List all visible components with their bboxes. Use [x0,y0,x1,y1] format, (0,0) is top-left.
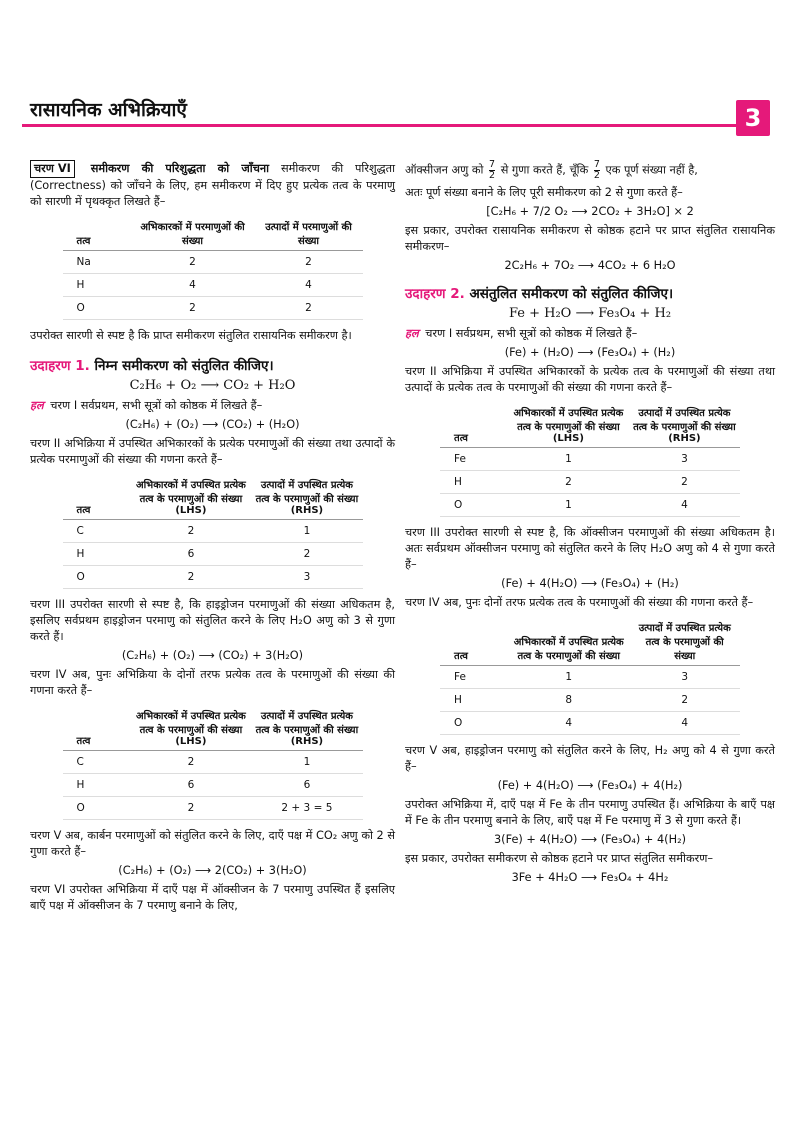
table-header: अभिकारकों में उपस्थित प्रत्येक तत्व के परमाणुओं की संख्या (LHS) [131,474,252,520]
table-cell: 4 [508,712,629,735]
solution-label: हल [30,399,44,412]
table-cell: 2 [255,297,363,320]
table-cell: 2 [131,797,252,820]
table-header: तत्व [63,474,131,520]
header-rule [22,124,762,127]
table-cell: 4 [629,494,740,517]
step-paragraph: चरण IV अब, पुनः दोनों तरफ प्रत्येक तत्व के परमाणुओं की संख्या की गणना करते हैं– [405,596,754,609]
step-paragraph: चरण V अब, हाइड्रोजन परमाणु को संतुलित करने के लिए, H₂ अणु को 4 से गुणा करते हैं– [405,744,775,773]
equation: C₂H₆ + O₂ ⟶ CO₂ + H₂O [129,378,296,393]
step-paragraph: चरण V अब, कार्बन परमाणुओं को संतुलित करने के लिए, दाएँ पक्ष में CO₂ अणु को 2 से गुणा करते हैं– [30,829,395,858]
fraction-denominator: 2 [593,170,600,181]
equation: (C₂H₆) + (O₂) ⟶ (CO₂) + 3(H₂O) [121,649,304,662]
table-cell: 4 [629,712,740,735]
step-paragraph [405,326,775,342]
table-4 [440,617,740,735]
page-number: 3 [736,100,770,136]
table-cell: 1 [508,666,629,689]
table-cell: 2 [629,471,740,494]
table-cell: C [63,751,131,774]
table-cell: 2 [131,251,255,274]
step6-conclusion: उपरोक्त सारणी से स्पष्ट है कि प्राप्त समीकरण संतुलित रासायनिक समीकरण है। [30,329,352,342]
table-row [63,274,363,297]
table-row [440,666,740,689]
table-2 [63,705,363,820]
equation: (Fe) + 4(H₂O) ⟶ (Fe₃O₄) + 4(H₂) [497,779,683,792]
table-cell: H [63,774,131,797]
table-header: उत्पादों में परमाणुओं की संख्या [255,216,363,251]
table-header: अभिकारकों में उपस्थित प्रत्येक तत्व के परमाणुओं की संख्या (LHS) [508,402,629,448]
table-row [63,797,363,820]
table-header: उत्पादों में उपस्थित प्रत्येक तत्व के परमाणुओं की संख्या [629,617,740,666]
table-header: उत्पादों में उपस्थित प्रत्येक तत्व के परमाणुओं की संख्या (RHS) [251,705,362,751]
equation: Fe + H₂O ⟶ Fe₃O₄ + H₂ [508,306,672,321]
table-cell: H [440,689,508,712]
equation: (C₂H₆) + (O₂) ⟶ (CO₂) + (H₂O) [125,418,300,431]
table-cell: 3 [629,448,740,471]
table-cell: O [440,712,508,735]
step-text: चरण I सर्वप्रथम, सभी सूत्रों को कोष्ठक में लिखते हैं– [50,399,263,412]
table-0 [63,216,363,320]
table-cell: H [63,543,131,566]
fraction-numerator: 7 [593,159,600,170]
table-header: तत्व [63,216,131,251]
table-row [440,689,740,712]
table-cell: 1 [508,494,629,517]
table-cell: 2 [255,251,363,274]
table-row [63,751,363,774]
right-column [405,160,775,889]
table-header: अभिकारकों में उपस्थित प्रत्येक तत्व के परमाणुओं की संख्या (LHS) [131,705,252,751]
step-text: चरण I सर्वप्रथम, सभी सूत्रों को कोष्ठक में लिखते हैं– [425,327,638,340]
step-badge: चरण VI [30,160,75,178]
table-row [440,712,740,735]
fraction [594,160,600,181]
equation: (C₂H₆) + (O₂) ⟶ 2(CO₂) + 3(H₂O) [118,864,307,877]
text-span: एक पूर्ण संख्या नहीं है, [605,163,698,177]
table-cell: 2 [508,471,629,494]
text-span: ऑक्सीजन अणु को [405,163,484,177]
step-paragraph: चरण III उपरोक्त सारणी से स्पष्ट है, कि हाइड्रोजन परमाणुओं की संख्या अधिकतम है, इसलिए सर्वप्रथम हाइड्रोजन परमाणु को संतुलित करने के लिए H₂O अणु को 3 से गुणा करते हैं। [30,598,395,643]
table-cell: 4 [255,274,363,297]
continuation-paragraph: अतः पूर्ण संख्या बनाने के लिए पूरी समीकरण को 2 से गुणा करते हैं– [405,186,683,199]
table-header: अभिकारकों में उपस्थित प्रत्येक तत्व के परमाणुओं की संख्या [508,617,629,666]
equation: 3Fe + 4H₂O ⟶ Fe₃O₄ + 4H₂ [511,871,669,884]
step-paragraph: चरण IV अब, पुनः अभिक्रिया के दोनों तरफ प्रत्येक तत्व के परमाणुओं की संख्या की गणना करते हैं– [30,668,395,697]
table-row [440,448,740,471]
table-cell: 1 [251,751,362,774]
equation: 3(Fe) + 4(H₂O) ⟶ (Fe₃O₄) + 4(H₂) [493,833,687,846]
table-header: अभिकारकों में परमाणुओं की संख्या [131,216,255,251]
step-paragraph: चरण III उपरोक्त सारणी से स्पष्ट है, कि ऑक्सीजन परमाणुओं की संख्या अधिकतम है। अतः सर्वप्रथम ऑक्सीजन परमाणु को संतुलित करने के लिए H₂O अणु को 4 से गुणा करते हैं– [405,526,775,571]
equation: (Fe) + (H₂O) ⟶ (Fe₃O₄) + (H₂) [504,346,676,359]
table-cell: O [440,494,508,517]
table-row [440,494,740,517]
table-cell: 3 [629,666,740,689]
equation: [C₂H₆ + 7/2 O₂ ⟶ 2CO₂ + 3H₂O] × 2 [486,205,694,218]
table-cell: 2 + 3 = 5 [251,797,362,820]
table-cell: 3 [251,566,362,589]
table-cell: O [63,297,131,320]
table-row [63,543,363,566]
table-header: तत्व [63,705,131,751]
step-paragraph: चरण VI उपरोक्त अभिक्रिया में दाएँ पक्ष में ऑक्सीजन के 7 परमाणु उपस्थित हैं इसलिए बाएँ पक्ष में ऑक्सीजन के 7 परमाणु बनाने के लिए, [30,883,395,912]
table-1 [63,474,363,589]
step6-text: समीकरण की परिशुद्धता (Correctness) को जाँचने के लिए, हम समीकरण में दिए हुए प्रत्येक तत्व के परमाणु को सारणी में पृथक्कृत लिखते हैं– [30,162,396,208]
example-title-text: निम्न समीकरण को संतुलित कीजिए। [94,358,274,374]
table-header: तत्व [440,402,508,448]
fraction-numerator: 7 [489,159,496,170]
table-cell: Fe [440,666,508,689]
table-cell: H [440,471,508,494]
table-row [63,520,363,543]
table-row [440,471,740,494]
step-paragraph: चरण II अभिक्रिया में उपस्थित अभिकारकों के प्रत्येक तत्व के परमाणुओं की संख्या तथा उत्पादों के प्रत्येक तत्व के परमाणुओं की संख्या की गणना करते हैं– [405,365,775,394]
table-cell: 2 [629,689,740,712]
table-row [63,774,363,797]
step6-title: समीकरण की परिशुद्धता को जाँचना [90,162,270,175]
table-cell: H [63,274,131,297]
table-cell: Na [63,251,131,274]
continuation-paragraph: इस प्रकार, उपरोक्त रासायनिक समीकरण से कोष्ठक हटाने पर प्राप्त संतुलित रासायनिक समीकरण– [405,224,775,253]
table-cell: 1 [251,520,362,543]
step-paragraph: चरण II अभिक्रिया में उपस्थित अभिकारकों के प्रत्येक परमाणुओं की संख्या तथा उत्पादों के प्रत्येक परमाणुओं की संख्या की गणना करते हैं– [30,437,395,466]
left-column [30,160,395,918]
step-paragraph: उपरोक्त अभिक्रिया में, दाएँ पक्ष में Fe के तीन परमाणु उपस्थित हैं। अभिक्रिया के बाएँ पक्ष में Fe के तीन परमाणु बनाने के लिए, बाएँ पक्ष में Fe परमाणु में 3 से गुणा करते हैं। [405,798,775,827]
table-cell: 2 [131,751,252,774]
chapter-title: रासायनिक अभिक्रियाएँ [30,99,187,121]
table-cell: 6 [131,543,252,566]
table-row [63,251,363,274]
fraction-denominator: 2 [489,170,496,181]
table-cell: C [63,520,131,543]
table-cell: 2 [131,566,252,589]
table-row [63,566,363,589]
table-cell: 6 [251,774,362,797]
table-header: उत्पादों में उपस्थित प्रत्येक तत्व के परमाणुओं की संख्या (RHS) [251,474,362,520]
table-cell: 4 [131,274,255,297]
step-paragraph [30,398,395,414]
table-cell: O [63,797,131,820]
fraction [489,160,495,181]
example-title-text: असंतुलित समीकरण को संतुलित कीजिए। [469,286,674,302]
table-header: उत्पादों में उपस्थित प्रत्येक तत्व के परमाणुओं की संख्या (RHS) [629,402,740,448]
table-row [63,297,363,320]
table-cell: 6 [131,774,252,797]
table-cell: 2 [251,543,362,566]
table-cell: 8 [508,689,629,712]
step6-paragraph [30,160,395,210]
equation: (Fe) + 4(H₂O) ⟶ (Fe₃O₄) + (H₂) [501,577,679,590]
example-label: उदाहरण 1. [30,358,90,374]
table-cell: O [63,566,131,589]
step-paragraph: इस प्रकार, उपरोक्त समीकरण से कोष्ठक हटाने पर प्राप्त संतुलित समीकरण– [405,852,714,865]
table-3 [440,402,740,517]
text-span: से गुणा करते हैं, चूँकि [500,163,589,177]
table-cell: 2 [131,297,255,320]
table-cell: Fe [440,448,508,471]
equation: 2C₂H₆ + 7O₂ ⟶ 4CO₂ + 6 H₂O [504,259,676,272]
solution-label: हल [405,327,419,340]
example-2-title [405,284,775,302]
table-cell: 1 [508,448,629,471]
table-cell: 2 [131,520,252,543]
example-label: उदाहरण 2. [405,286,465,302]
table-header: तत्व [440,617,508,666]
example-1-title [30,356,395,374]
continuation-paragraph [405,160,775,181]
